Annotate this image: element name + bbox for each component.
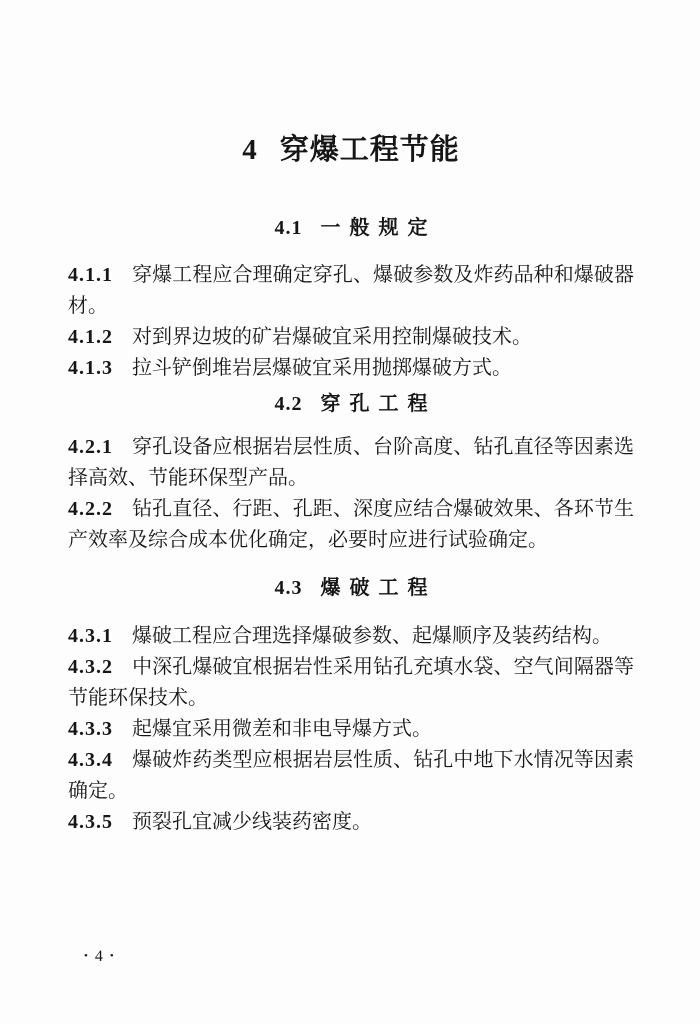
clause-4-3-5 — [68, 807, 634, 838]
section-title: 爆破工程 — [320, 577, 437, 599]
clause-number: 4.1.2 — [68, 326, 113, 348]
page-content — [68, 0, 634, 838]
page-footer — [84, 948, 114, 966]
clause-text: 中深孔爆破宜根据岩性采用钻孔充填水袋、空气间隔器等节能环保技术。 — [68, 656, 634, 709]
clause-number: 4.3.1 — [68, 625, 113, 647]
section-title: 一般规定 — [320, 217, 437, 239]
clause-text: 钻孔直径、行距、孔距、深度应结合爆破效果、各环节生产效率及综合成本优化确定，必要时应进行试验确定。 — [68, 498, 634, 551]
clause-number: 4.2.1 — [68, 436, 113, 458]
clause-4-2-1 — [68, 432, 634, 494]
footer-left-dot: • — [84, 950, 88, 962]
clause-text: 起爆宜采用微差和非电导爆方式。 — [132, 718, 432, 740]
clause-number: 4.3.3 — [68, 718, 113, 740]
clause-number: 4.3.4 — [68, 749, 113, 771]
clause-4-3-4 — [68, 745, 634, 807]
footer-right-dot: • — [109, 950, 114, 962]
clause-4-2-2 — [68, 494, 634, 556]
section-number: 4.3 — [274, 577, 303, 599]
chapter-number: 4 — [242, 134, 258, 166]
clause-text: 爆破工程应合理选择爆破参数、起爆顺序及装药结构。 — [132, 625, 612, 647]
clause-4-1-1 — [68, 260, 634, 322]
chapter-name: 穿爆工程节能 — [279, 134, 460, 166]
section-4-2-clauses — [68, 432, 634, 556]
clause-number: 4.1.3 — [68, 357, 113, 379]
clause-4-3-3 — [68, 714, 634, 745]
clause-number: 4.1.1 — [68, 264, 113, 286]
clause-4-1-2 — [68, 322, 634, 353]
clause-text: 爆破炸药类型应根据岩层性质、钻孔中地下水情况等因素确定。 — [68, 749, 634, 802]
clause-number: 4.3.5 — [68, 811, 113, 833]
clause-number: 4.3.2 — [68, 656, 113, 678]
section-number: 4.1 — [274, 217, 303, 239]
clause-text: 穿孔设备应根据岩层性质、台阶高度、钻孔直径等因素选择高效、节能环保型产品。 — [68, 436, 634, 489]
clause-4-3-1 — [68, 621, 634, 652]
chapter-title — [68, 132, 634, 168]
clause-text: 对到界边坡的矿岩爆破宜采用控制爆破技术。 — [132, 326, 532, 348]
page-number: 4 — [94, 948, 103, 965]
section-heading-4-1 — [68, 216, 634, 240]
clause-text: 拉斗铲倒堆岩层爆破宜采用抛掷爆破方式。 — [132, 357, 512, 379]
section-number: 4.2 — [274, 393, 303, 415]
clause-text: 穿爆工程应合理确定穿孔、爆破参数及炸药品种和爆破器材。 — [68, 264, 634, 317]
section-4-3-clauses — [68, 621, 634, 838]
clause-text: 预裂孔宜减少线装药密度。 — [132, 811, 372, 833]
clause-number: 4.2.2 — [68, 498, 113, 520]
section-heading-4-2 — [68, 392, 634, 416]
section-heading-4-3 — [68, 576, 634, 600]
clause-4-3-2 — [68, 652, 634, 714]
clause-4-1-3 — [68, 353, 634, 384]
section-4-1-clauses — [68, 260, 634, 384]
section-title: 穿孔工程 — [320, 393, 437, 415]
